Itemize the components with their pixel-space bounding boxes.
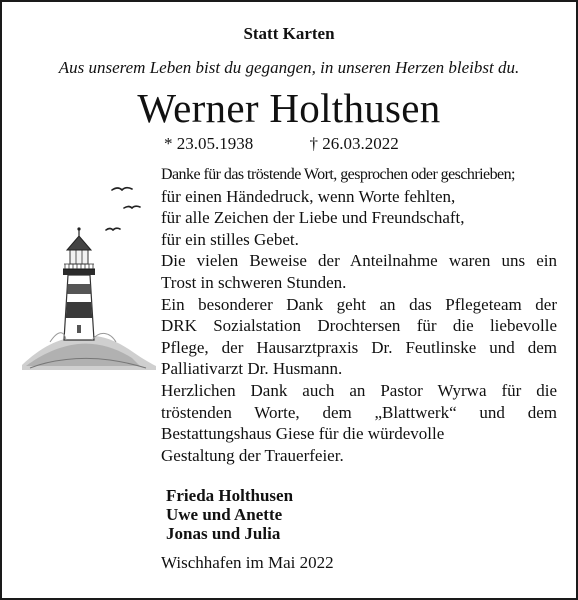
text-line: tröstenden Worte, dem „Blattwerk“ und dem [161,402,557,422]
text-line: Palliativarzt Dr. Husmann. [161,359,343,379]
text-line: Bestattungshaus Giese für die würdevolle [161,424,445,444]
thank-you-text [161,164,557,466]
signer-name: Frieda Holthusen [166,486,294,505]
text-line: für einen Händedruck, wenn Worte fehlten, [161,186,456,206]
tower-icon [64,275,94,340]
signers [166,486,293,543]
motto-line: Aus unserem Leben bist du gegangen, in unseren Herzen bleibst du. [58,58,520,77]
signer-name: Uwe und Anette [166,505,283,524]
text-line: Herzlichen Dank auch an Pastor Wyrwa für die [161,380,557,400]
text-line: Pflege, der Hausarztpraxis Dr. Feutlinske und dem [161,337,557,357]
birth-date: * 23.05.1938 [164,134,254,153]
place-and-date: Wischhafen im Mai 2022 [161,553,334,572]
life-dates [164,134,399,154]
text-line: Ein besonderer Dank geht an das Pflegeteam der [161,294,557,314]
text-line: DRK Sozialstation Drochtersen für die liebevolle [161,316,557,336]
death-date: † 26.03.2022 [309,134,399,153]
lighthouse-illustration [20,180,160,380]
text-line: für alle Zeichen der Liebe und Freundschaft, [161,208,465,228]
seagull-icons [106,188,140,230]
text-line: Trost in schweren Stunden. [161,272,347,292]
text-line: Danke für das tröstende Wort, gesprochen oder geschrieben; [161,166,515,183]
header-statt-karten: Statt Karten [243,24,335,43]
lantern-icon [63,227,95,275]
dune-icon [22,336,156,370]
text-line: Die vielen Beweise der Anteilnahme waren uns ein [161,251,557,271]
text-line: Gestaltung der Trauerfeier. [161,445,344,465]
text-line: für ein stilles Gebet. [161,229,299,249]
signer-name: Jonas und Julia [166,524,281,543]
deceased-name: Werner Holthusen [137,85,441,131]
